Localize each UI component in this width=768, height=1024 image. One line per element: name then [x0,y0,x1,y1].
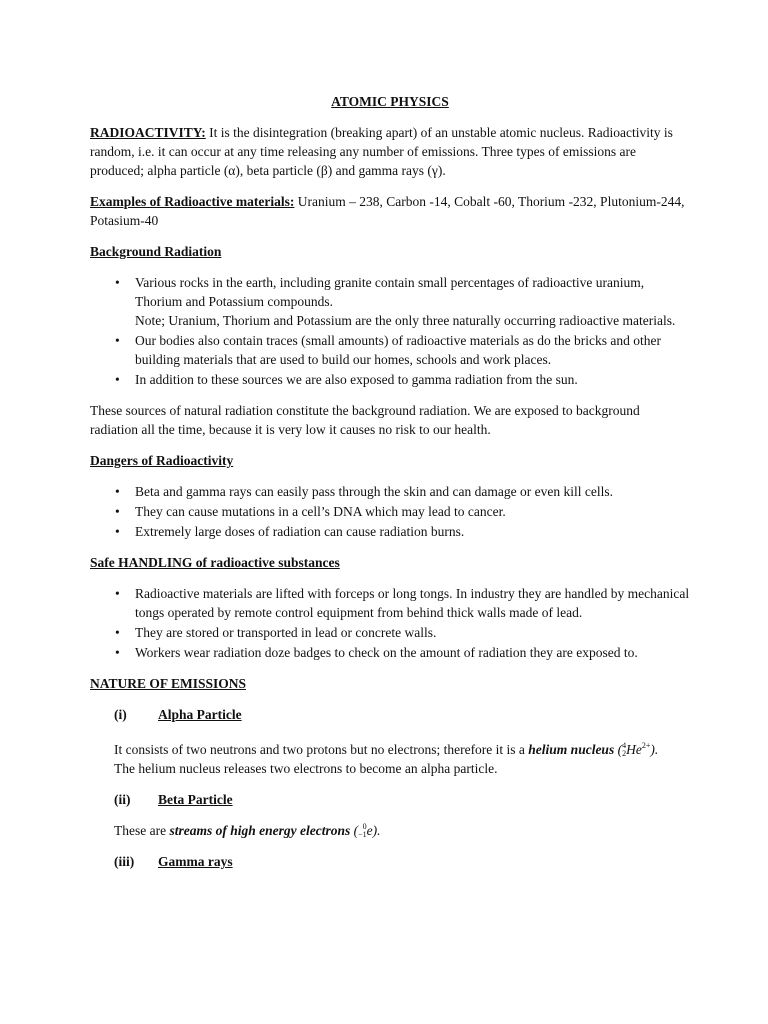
list-item: • They are stored or transported in lead or concrete walls. [135,623,690,642]
helium-formula: (4 $2He^{2+}$). [617,741,659,758]
background-heading: Background Radiation [90,244,222,259]
alpha-mass-number: 4 [622,741,627,750]
page-title: ATOMIC PHYSICS [331,94,449,109]
list-item: • Extremely large doses of radiation can cause radiation burns. [135,522,690,541]
list-item: • Workers wear radiation doze badges to check on the amount of radiation they are exposed to. [135,643,690,662]
dangers-list [90,482,690,541]
list-item: • Radioactive materials are lifted with forceps or long tongs. In industry they are handled by mechanical tongs operated by remote control equipment from behind thick walls made of lead. [135,584,690,622]
alpha-charge: 2+ [641,741,651,750]
alpha-text-after: The helium nucleus releases two electrons to become an alpha particle. [114,761,498,776]
nature-heading: NATURE OF EMISSIONS [90,676,247,691]
beta-text-before: These are [114,823,170,838]
beta-number: (ii) [114,792,131,807]
alpha-atomic-number: 2 [622,749,627,758]
dangers-heading: Dangers of Radioactivity [90,453,234,468]
examples-label: Examples of Radioactive materials: [90,194,295,209]
alpha-symbol: He [626,742,642,757]
beta-atomic-number: −1 [358,830,367,839]
document-content [90,92,690,883]
radioactivity-label: RADIOACTIVITY: [90,125,206,140]
examples-text: Uranium – 238, Carbon -14, Cobalt -60, Thorium -232, Plutonium-244, Potasium-40 [90,194,685,228]
list-item: • In addition to these sources we are also exposed to gamma radiation from the sun. [135,370,690,389]
alpha-paragraph [114,736,690,778]
handling-heading: Safe HANDLING of radioactive substances [90,555,340,570]
beta-paragraph [114,821,690,840]
gamma-title: Gamma rays [158,854,233,869]
gamma-subheading [114,852,690,871]
background-note: Note; Uranium, Thorium and Potassium are the only three naturally occurring radioactive materials. [135,313,676,328]
electron-formula: ( 0 −1e). [353,822,381,839]
radioactivity-paragraph [90,123,690,180]
beta-symbol: e [366,823,373,838]
list-item: • Beta and gamma rays can easily pass through the skin and can damage or even kill cells. [135,482,690,501]
list-item [135,273,690,330]
beta-subheading [114,790,690,809]
beta-mass-number: 0 [362,822,367,831]
alpha-subheading [114,705,690,724]
background-list [90,273,690,389]
handling-list [90,584,690,662]
radioactivity-text: It is the disintegration (breaking apart) of an unstable atomic nucleus. Radioactivity is random, i.e. it can occur at any time releasing any number of emissions. Three types of emissions are produced; alpha particle (α), beta particle (β) and gamma rays (γ). [90,125,673,178]
beta-title: Beta Particle [158,792,233,807]
alpha-number: (i) [114,707,127,722]
alpha-title: Alpha Particle [158,707,242,722]
background-paragraph: These sources of natural radiation constitute the background radiation. We are exposed to background radiation all the time, because it is very low it causes no risk to our health. [90,403,640,437]
list-item: • They can cause mutations in a cell’s DNA which may lead to cancer. [135,502,690,521]
background-item-1: Various rocks in the earth, including granite contain small percentages of radioactive uranium, Thorium and Potassium compounds. [135,275,645,309]
alpha-emphasis: helium nucleus [528,742,615,757]
beta-emphasis: streams of high energy electrons [169,823,351,838]
gamma-number: (iii) [114,854,135,869]
list-item: • Our bodies also contain traces (small amounts) of radioactive materials as do the bricks and other building materials that are used to build our homes, schools and work places. [135,331,690,369]
examples-paragraph [90,192,690,230]
alpha-text-before: It consists of two neutrons and two protons but no electrons; therefore it is a [114,742,529,757]
